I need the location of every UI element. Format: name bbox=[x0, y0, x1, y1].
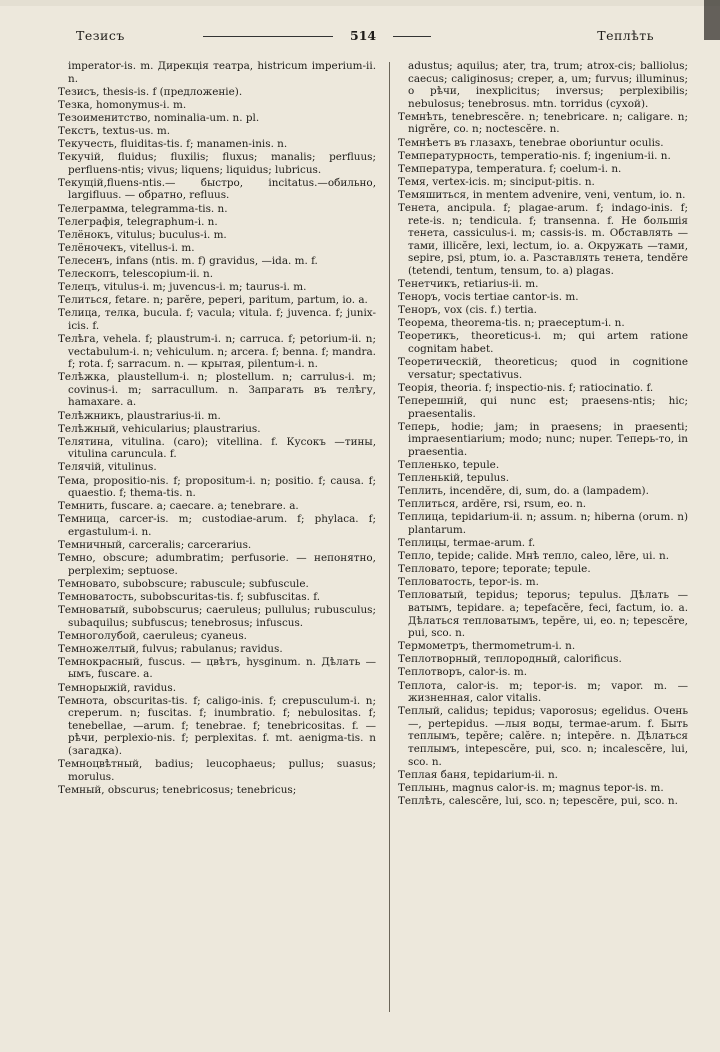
dictionary-entry: Темный, obscurus; tenebricosus; tenebricus; bbox=[58, 783, 297, 796]
dictionary-entry: Тепловатость, tepor-is. m. bbox=[398, 576, 539, 589]
dictionary-entry: Телица, телка, bucula. f; vacula; vitula. f; juvenca. f; junix-icis. f. bbox=[58, 307, 376, 332]
dictionary-entry: Тепленько, tepule. bbox=[398, 458, 500, 471]
dictionary-entry: Теплый, calidus; tepidus; vaporosus; egelidus. Очень —, pertepidus. —лыя воды, termae-arum. f. Быть теплымъ, tepĕre; calĕre. n; intepĕre. n. Дѣлаться теплымъ, intepescĕre, pui, sco. n; incalescĕre, lui, sco. n. bbox=[398, 705, 688, 768]
dictionary-entry: Телёнокъ, vitulus; buculus-i. m. bbox=[58, 228, 227, 241]
dictionary-entry: Темнота, obscuritas-tis. f; caligo-inis. f; crepusculum-i. n; creperum. n; fuscitas. f; inumbratio. f; nebulositas. f; tenebellae, —arum. f; tenebrae. f; tenebricositas. f. — рѣчи, perplexio-nis. f; perplexitas. f. mt. aenigma-tis. n (загадка). bbox=[58, 694, 376, 757]
dictionary-entry: Текстъ, textus-us. m. bbox=[58, 124, 171, 137]
dictionary-entry: Телѣжный, vehicularius; plaustrarius. bbox=[58, 422, 261, 435]
dictionary-entry: Телиться, fetare. n; parĕre, peperi, paritum, partum, io. a. bbox=[58, 294, 368, 307]
header-left-word: Тезисъ bbox=[76, 28, 125, 43]
dictionary-entry: Теоретикъ, theoreticus-i. m; qui artem ratione cognitam habet. bbox=[398, 330, 688, 356]
header-right-word: Теплѣть bbox=[597, 28, 654, 43]
dictionary-entry: Темнокрасный, fuscus. — цвѣтъ, hysginum. n. Дѣлать —ымъ, fuscare. a. bbox=[58, 655, 376, 681]
dictionary-entry: Телескопъ, telescopium-ii. n. bbox=[58, 268, 214, 280]
dictionary-entry: Темноцвѣтный, badius; leucophaeus; pullus; suasus; morulus. bbox=[58, 758, 376, 783]
header-rule-right bbox=[393, 36, 431, 37]
dictionary-entry: Телѣжка, plaustellum-i. n; plostellum. n; carrulus-i. m; covinus-i. m; sarracullum. n. Запрагать въ телѣгу, hamaxare. a. bbox=[58, 371, 376, 409]
dictionary-entry: Тема, propositio-nis. f; propositum-i. n; positio. f; causa. f; quaestio. f; thema-tis. n. bbox=[58, 474, 376, 500]
dictionary-entry: Темничный, carceralis; carcerarius. bbox=[58, 538, 252, 551]
dictionary-entry: Теорія, theoria. f; inspectio-nis. f; ratiocinatio. f. bbox=[398, 381, 654, 394]
dictionary-entry: Теплотворъ, calor-is. m. bbox=[398, 666, 528, 679]
dictionary-entry: Теплотворный, теплородный, calorificus. bbox=[398, 653, 622, 666]
dictionary-entry: Теоретическій, theoreticus; quod in cognitione versatur; spectativus. bbox=[398, 356, 688, 381]
dictionary-entry: Теорема, theorema-tis. n; praeceptum-i. n. bbox=[398, 317, 625, 330]
right-column bbox=[398, 60, 688, 808]
dictionary-entry: Тенета, ancipula. f; plagae-arum. f; indago-inis. f; rete-is. n; tendicula. f; transenna. f. Не большія тенета, cassiculus-i. m; cassis-is. m. Обставлять —тами, illicĕre, lexi, lectum, io. a. Окружать —тами, sepire, psi, ptum, io. a. Разставлять тенета, tendĕre (tetendi, tentum, tensum, to. a) plagas. bbox=[398, 202, 688, 277]
dictionary-entry: Тепло, tepide; calide. Мнѣ тепло, caleo, lēre, ui. n. bbox=[398, 550, 670, 563]
header-rule-left bbox=[203, 36, 333, 37]
page-number: 514 bbox=[350, 28, 377, 43]
dictionary-entry: Температура, temperatura. f; coelum-i. n. bbox=[398, 162, 622, 175]
dictionary-entry: Тенетчикъ, retiarius-ii. m. bbox=[398, 278, 539, 291]
left-column bbox=[58, 60, 376, 797]
dictionary-entry: Теплица, tepidarium-ii. n; assum. n; hiberna (orum. n) plantarum. bbox=[398, 511, 688, 536]
dictionary-entry: imperator-is. m. Дирекція театра, histricum imperium-ii. n. bbox=[68, 60, 376, 85]
dictionary-entry: Теплая баня, tepidarium-ii. n. bbox=[398, 768, 558, 781]
dictionary-entry: Темновато, subobscure; rabuscule; subfuscule. bbox=[58, 577, 309, 590]
dictionary-entry: adustus; aquilus; ater, tra, trum; atrox-cis; balliolus; caecus; caliginosus; creper, a, um; furvus; illuminus; о рѣчи, inexplicitus; inversus; perplexibilis; nebulosus; tenebrosus. mtn. torridus (сухой). bbox=[408, 60, 688, 110]
dictionary-entry: Теноръ, vocis tertiae cantor-is. m. bbox=[398, 291, 579, 304]
dictionary-entry: Телѣга, vehela. f; plaustrum-i. n; carruca. f; petorium-ii. n; vectabulum-i. n; vehiculum. n; arcera. f; benna. f; mandra. f; rota. f; sarracum. n. — крытая, pilentum-i. n. bbox=[58, 332, 376, 371]
page-header bbox=[58, 28, 682, 52]
dictionary-entry: Темно, obscure; adumbratim; perfusorie. — непонятно, perplexim; septuose. bbox=[58, 552, 376, 577]
dictionary-entry: Темнѣть, tenebrescĕre. n; tenebricare. n; caligare. n; nigrĕre, co. n; noctescĕre. n. bbox=[398, 110, 688, 136]
dictionary-entry: Теперь, hodie; jam; in praesens; in praesenti; impraesentiarium; modo; nunc; nuper. Теперь-то, in praesentia. bbox=[398, 420, 688, 458]
dictionary-entry: Теплицы, termae-arum. f. bbox=[398, 536, 536, 549]
dictionary-entry: Темя, vertex-icis. m; sinciput-pitis. n. bbox=[398, 175, 595, 188]
dictionary-entry: Темнорыжій, ravidus. bbox=[58, 681, 177, 694]
dictionary-entry: Термометръ, thermometrum-i. n. bbox=[398, 640, 576, 653]
dictionary-entry: Теплота, calor-is. m; tepor-is. m; vapor. m. — жизненная, calor vitalis. bbox=[398, 679, 688, 705]
dictionary-entry: Темноголубой, caeruleus; cyaneus. bbox=[58, 629, 247, 642]
dictionary-entry: Теперешній, qui nunc est; praesens-ntis; hic; praesentalis. bbox=[398, 394, 688, 420]
dictionary-entry: Телеграфія, telegraphum-i. n. bbox=[58, 215, 218, 228]
dictionary-entry: Тепленькій, tepulus. bbox=[398, 472, 510, 484]
dictionary-entry: Телесенъ, infans (ntis. m. f) gravidus, —ida. m. f. bbox=[58, 254, 318, 267]
dictionary-entry: Темница, carcer-is. m; custodiae-arum. f; phylaca. f; ergastulum-i. n. bbox=[58, 513, 376, 538]
dictionary-entry: Темноватый, subobscurus; caeruleus; pullulus; rubusculus; subaquilus; subfuscus; tenebrosus; infuscus. bbox=[58, 603, 376, 629]
dictionary-entry: Темножелтый, fulvus; rabulanus; ravidus. bbox=[58, 642, 283, 655]
dictionary-entry: Тезка, homonymus-i. m. bbox=[58, 98, 187, 111]
dictionary-entry: Телячій, vitulinus. bbox=[58, 461, 157, 474]
dictionary-entry: Текущій,fluens-ntis.— быстро, incitatus.—обильно, largifluus. — обратно, refluus. bbox=[58, 176, 376, 202]
dictionary-entry: Теплиться, ardĕre, rsi, rsum, eo. n. bbox=[398, 498, 587, 511]
dictionary-entry: Теплынь, magnus calor-is. m; magnus tepor-is. m. bbox=[398, 781, 664, 794]
dictionary-entry: Тепловатый, tepidus; teporus; tepulus. Дѣлать —ватымъ, tepidare. a; tepefacĕre, feci, factum, io. a. Дѣлаться тепловатымъ, tepĕre, ui, eo. n; tepescĕre, pui, sco. n. bbox=[398, 589, 688, 640]
dictionary-entry: Телятина, vitulina. (caro); vitellina. f. Кусокъ —тины, vitulina caruncula. f. bbox=[58, 435, 376, 461]
dictionary-entry: Теплѣть, calescĕre, lui, sco. n; tepescĕre, pui, sco. n. bbox=[398, 794, 678, 807]
page-corner-shadow bbox=[704, 0, 720, 40]
dictionary-entry: Телёночекъ, vitellus-i. m. bbox=[58, 241, 195, 254]
dictionary-entry: Теплить, incendĕre, di, sum, do. a (lampadem). bbox=[398, 485, 649, 498]
dictionary-entry: Телеграмма, telegramma-tis. n. bbox=[58, 202, 228, 215]
dictionary-entry: Тезисъ, thesis-is. f (предложеніе). bbox=[58, 85, 243, 98]
dictionary-entry: Теноръ, vox (cis. f.) tertia. bbox=[398, 304, 537, 317]
dictionary-entry: Темнить, fuscare. a; caecare. a; tenebrare. a. bbox=[58, 500, 299, 513]
dictionary-entry: Телѣжникъ, plaustrarius-ii. m. bbox=[58, 409, 221, 422]
dictionary-entry: Темноватость, subobscuritas-tis. f; subfuscitas. f. bbox=[58, 590, 321, 603]
dictionary-entry: Текучій, fluidus; fluxilis; fluxus; manalis; perfluus; perfluens-ntis; vivus; liquens; liquidus; lubricus. bbox=[58, 151, 376, 176]
dictionary-entry: Темяшиться, in mentem advenire, veni, ventum, io. n. bbox=[398, 188, 686, 201]
dictionary-entry: Тезоименитство, nominalia-um. n. pl. bbox=[58, 111, 260, 124]
dictionary-entry: Текучесть, fluiditas-tis. f; manamen-inis. n. bbox=[58, 138, 288, 151]
dictionary-entry: Тепловато, tepore; teporate; tepule. bbox=[398, 563, 591, 576]
dictionary-entry: Телецъ, vitulus-i. m; juvencus-i. m; taurus-i. m. bbox=[58, 281, 307, 294]
dictionary-entry: Температурность, temperatio-nis. f; ingenium-ii. n. bbox=[398, 149, 671, 162]
column-divider bbox=[389, 62, 390, 1012]
dictionary-entry: Темнѣетъ въ глазахъ, tenebrae oboriuntur oculis. bbox=[398, 136, 664, 149]
page-top-edge bbox=[0, 0, 720, 6]
